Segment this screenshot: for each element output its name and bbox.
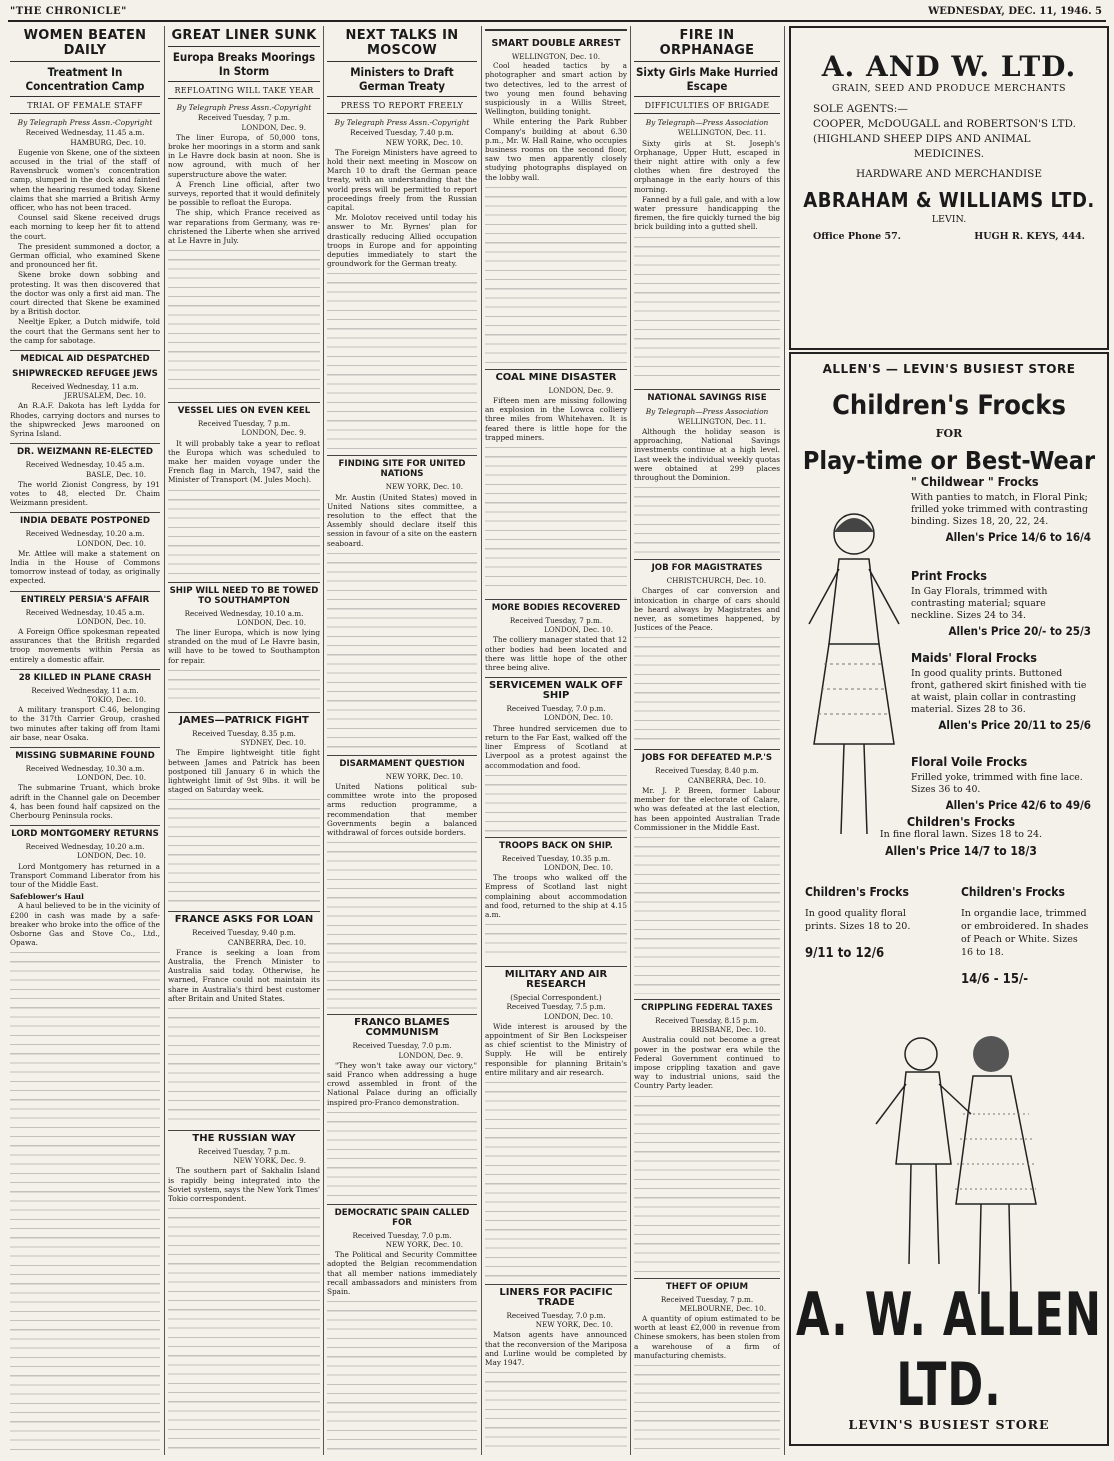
text-filler bbox=[634, 1362, 780, 1455]
ad-for: FOR bbox=[935, 427, 963, 440]
text-filler bbox=[168, 1205, 320, 1455]
dateline: NEW YORK, Dec. 10. bbox=[385, 1239, 463, 1249]
section-title: MORE BODIES RECOVERED bbox=[485, 599, 627, 613]
ad-item bbox=[911, 476, 1091, 543]
section-title: NATIONAL SAVINGS RISE bbox=[634, 389, 780, 403]
paragraph: Fifteen men are missing following an explosion in the Lowca colliery three miles from Whitehaven. It is feared there is little hope for the trapped miners. bbox=[485, 396, 627, 442]
received: Received Wednesday, 10.20 a.m. bbox=[25, 842, 145, 852]
text-filler bbox=[485, 1369, 627, 1455]
received: Received Tuesday, 7.0 p.m. bbox=[352, 1230, 452, 1240]
dateline: LONDON, Dec. 10. bbox=[543, 713, 613, 723]
dateline: LONDON, Dec. 10. bbox=[76, 538, 146, 548]
section-title: THEFT OF OPIUM bbox=[634, 1278, 780, 1292]
dateline: WELLINGTON, Dec. 11. bbox=[677, 416, 766, 426]
received: Received Tuesday, 8.40 p.m. bbox=[655, 766, 759, 776]
paragraph: The ship, which France received as war reparations from Germany, was re-christened the Liberte when she arrived at Le Havre in July. bbox=[168, 208, 320, 246]
dateline: CANBERRA, Dec. 10. bbox=[687, 775, 766, 785]
byline: By Telegraph—Press Association bbox=[645, 118, 769, 128]
ad-tagline: GRAIN, SEED AND PRODUCE MERCHANTS bbox=[832, 83, 1066, 94]
dateline: JERUSALEM, Dec. 10. bbox=[64, 391, 146, 401]
paragraph: Neeltje Epker, a Dutch midwife, told the court that the Germans sent her to the camp for sabotage. bbox=[10, 317, 160, 345]
dateline: NEW YORK, Dec. 9. bbox=[233, 1156, 306, 1166]
section-title: VESSEL LIES ON EVEN KEEL bbox=[168, 402, 320, 416]
section-subtitle: SHIPWRECKED REFUGEE JEWS bbox=[12, 369, 158, 380]
dateline: CANBERRA, Dec. 10. bbox=[227, 937, 306, 947]
received: Received Tuesday, 7 p.m. bbox=[509, 616, 603, 626]
ad-a-and-w bbox=[789, 26, 1109, 350]
received: Received Tuesday, 7 p.m. bbox=[660, 1294, 754, 1304]
paragraph: The Foreign Ministers have agreed to hold their next meeting in Moscow on March 10 to draft the German peace treaty, with an understanding that the world press will be permitted to report proceedings freely from the Russian capital. bbox=[327, 147, 477, 213]
ad-item bbox=[911, 652, 1091, 731]
ad-item-price: Allen's Price 20/- to 25/3 bbox=[948, 624, 1091, 638]
section-title: THE RUSSIAN WAY bbox=[168, 1130, 320, 1144]
ad-item-title: " Childwear " Frocks bbox=[911, 474, 1039, 489]
byline: By Telegraph—Press Association bbox=[645, 406, 769, 416]
dateline: LONDON, Dec. 10. bbox=[543, 862, 613, 872]
paragraph: The Empire lightweight title fight between James and Patrick has been postponed till January 6 in which the lightweight limit of 9st 9lbs. it will be staged on Saturday week. bbox=[168, 748, 320, 795]
paragraph: Skene broke down sobbing and protesting. It was then discovered that the doctor was only a first aid man. The court directed that Skene be examined by a British doctor. bbox=[10, 270, 160, 317]
ad-agents-line: COOPER, McDOUGALL and ROBERTSON'S LTD. bbox=[813, 118, 1076, 130]
column-rule bbox=[630, 26, 631, 1455]
dateline: BASLE, Dec. 10. bbox=[85, 469, 146, 479]
ad-item-title: Floral Voile Frocks bbox=[911, 754, 1028, 769]
paragraph: Mr. J. P. Breen, former Labour member for the electorate of Calare, who was defeated at the last election, has been appointed Australian Trade Commissioner in the Middle East. bbox=[634, 785, 780, 832]
received: Received Wednesday, 10.30 a.m. bbox=[25, 763, 145, 773]
ad-item-desc: In organdie lace, trimmed or embroidered. In shades of Peach or White. Sizes 16 to 18. bbox=[961, 908, 1089, 958]
ad-agents-label: SOLE AGENTS:— bbox=[813, 103, 908, 115]
section-title: ENTIRELY PERSIA'S AFFAIR bbox=[10, 591, 160, 605]
ad-item-price: 14/6 - 15/- bbox=[961, 972, 1029, 987]
text-filler bbox=[485, 772, 627, 832]
received: Received Tuesday, 8.35 p.m. bbox=[192, 728, 296, 738]
dateline: BRISBANE, Dec. 10. bbox=[690, 1025, 766, 1035]
section-title: JOBS FOR DEFEATED M.P.'S bbox=[634, 749, 780, 763]
paragraph: Fanned by a full gale, and with a low water pressure handicapping the firemen, the fire quickly turned the big brick building into a gutted shell. bbox=[634, 194, 780, 232]
column-5 bbox=[634, 26, 780, 1455]
dateline: LONDON, Dec. 9. bbox=[548, 385, 613, 395]
section-title: FRANCO BLAMES COMMUNISM bbox=[327, 1014, 477, 1038]
section-title: SHIP WILL NEED TO BE TOWED TO SOUTHAMPTON bbox=[168, 582, 320, 606]
ad-item bbox=[831, 814, 1091, 858]
section-title: INDIA DEBATE POSTPONED bbox=[10, 512, 160, 526]
ad-item-title: Children's Frocks bbox=[906, 814, 1016, 829]
paragraph: Although the holiday season is approaching, National Savings investments continue at a high level. Last week the individual weekly quotas were obtained at 299 places throughout the Dominion. bbox=[634, 427, 780, 483]
received: Received Tuesday, 7 p.m. bbox=[197, 419, 291, 429]
ad-item bbox=[961, 886, 1091, 986]
text-filler bbox=[485, 184, 627, 364]
ad-town: LEVIN. bbox=[931, 214, 967, 225]
ad-item-title: Children's Frocks bbox=[961, 885, 1065, 899]
column-rule bbox=[784, 26, 785, 1455]
paragraph: The troops who walked off the Empress of Scotland last night complaining about accommodation and food, returned to the ship at 4.15 a.m. bbox=[485, 873, 627, 919]
ad-item-price: Allen's Price 42/6 to 49/6 bbox=[945, 798, 1091, 812]
paragraph: France is seeking a loan from Australia, the French Minister to Australia said today. Otherwise, he warned, France could not maintain its share in Australia's third best customer after Britain and United States. bbox=[168, 947, 320, 1003]
text-filler bbox=[168, 1005, 320, 1125]
ad-store-name: A. W. ALLEN LTD. bbox=[795, 1280, 1102, 1420]
text-filler bbox=[168, 247, 320, 397]
paragraph: The world Zionist Congress, by 191 votes to 48, elected Dr. Chaim Weizmann president. bbox=[10, 479, 160, 508]
dateline: MELBOURNE, Dec. 10. bbox=[679, 1303, 766, 1313]
ad-agents-line: MEDICINES. bbox=[913, 148, 985, 160]
dateline: LONDON, Dec. 10. bbox=[543, 1011, 613, 1021]
ad-item-desc: In good quality floral prints. Sizes 18 to 20. bbox=[805, 908, 911, 932]
ad-merch: HARDWARE AND MERCHANDISE bbox=[855, 168, 1043, 180]
column-rule bbox=[323, 26, 324, 1455]
section-title: FINDING SITE FOR UNITED NATIONS bbox=[327, 455, 477, 479]
text-filler bbox=[168, 796, 320, 906]
section-title: DEMOCRATIC SPAIN CALLED FOR bbox=[327, 1204, 477, 1228]
text-filler bbox=[634, 634, 780, 744]
ad-item-desc: With panties to match, in Floral Pink; frilled yoke trimmed with contrasting binding. Sizes 18, 20, 22, 24. bbox=[911, 492, 1088, 527]
dateline: HAMBURG, Dec. 10. bbox=[70, 137, 146, 147]
dateline: NEW YORK, Dec. 10. bbox=[385, 482, 463, 492]
ad-store-tag: LEVIN'S BUSIEST STORE bbox=[848, 1417, 1050, 1432]
paragraph: A military transport C.46, belonging to the 317th Carrier Group, crashed two minutes after taking off from Itami air base, near Osaka. bbox=[10, 705, 160, 742]
section-title: DISARMAMENT QUESTION bbox=[327, 755, 477, 769]
special-correspondent: (Special Correspondent.) bbox=[510, 993, 602, 1003]
subhead: Ministers to Draft German Treaty bbox=[350, 65, 454, 93]
received: Received Tuesday, 10.35 p.m. bbox=[501, 853, 611, 863]
text-filler bbox=[327, 1298, 477, 1455]
section-title: 28 KILLED IN PLANE CRASH bbox=[10, 669, 160, 683]
section-title: LORD MONTGOMERY RETURNS bbox=[10, 825, 160, 839]
date-page: WEDNESDAY, DEC. 11, 1946. 5 bbox=[928, 6, 1102, 17]
kicker: TRIAL OF FEMALE STAFF bbox=[27, 101, 143, 110]
paragraph: A haul believed to be in the vicinity of £200 in cash was made by a safe-breaker who broke into the office of the Osborne Gas and Stove Co., Ltd., Opawa. bbox=[10, 901, 160, 948]
text-filler bbox=[485, 444, 627, 594]
ad-item-title: Children's Frocks bbox=[805, 885, 909, 899]
headline: FIRE IN ORPHANAGE bbox=[659, 28, 755, 58]
paragraph: The liner Europa, of 50,000 tons, broke her moorings in a storm and sank in Le Havre dock basin at noon. She is now aground, with much of her superstructure above the water. bbox=[168, 132, 320, 179]
paragraph: United Nations political sub-committee wrote into the proposed arms reduction programme, a recommendation that member Governments begin a balanced withdrawal of forces outside borders. bbox=[327, 782, 477, 838]
paragraph: An R.A.F. Dakota has left Lydda for Rhodes, carrying doctors and nurses to the shipwrecked Jews marooned on Syrina Island. bbox=[10, 401, 160, 439]
text-filler bbox=[10, 949, 160, 1455]
ad-brand: A. AND W. LTD. bbox=[821, 50, 1077, 83]
byline: By Telegraph Press Assn.-Copyright bbox=[17, 118, 153, 128]
ad-item-price: 9/11 to 12/6 bbox=[805, 946, 885, 961]
received: Received Wednesday, 11.45 a.m. bbox=[25, 128, 145, 138]
dateline: LONDON, Dec. 10. bbox=[76, 616, 146, 626]
paragraph: Charges of car conversion and intoxication in charge of cars should be heard always by Magistrates and never, as sometimes happened, by Justices of the Peace. bbox=[634, 586, 780, 633]
dateline: LONDON, Dec. 10. bbox=[76, 851, 146, 861]
paragraph: Mr. Austin (United States) moved in United Nations sites committee, a resolution to the effect that the Assembly should declare itself this session in favour of a site on the eastern seaboard. bbox=[327, 492, 477, 548]
ad-agents-line: (HIGHLAND SHEEP DIPS AND ANIMAL bbox=[813, 133, 1031, 145]
paragraph: Three hundred servicemen due to return to the Far East, walked off the liner Empress of Scotland at Liverpool as a protest against the accommodation and food. bbox=[485, 723, 627, 770]
column-1 bbox=[10, 26, 160, 1455]
column-2 bbox=[168, 26, 320, 1455]
received: Received Tuesday, 8.15 p.m. bbox=[655, 1015, 759, 1025]
headline: WOMEN BEATEN DAILY bbox=[23, 28, 147, 58]
received: Received Wednesday, 10.45 a.m. bbox=[25, 460, 145, 470]
ad-item-desc: Frilled yoke, trimmed with fine lace. Sizes 36 to 40. bbox=[911, 772, 1083, 795]
text-filler bbox=[327, 1109, 477, 1199]
subhead: Sixty Girls Make Hurried Escape bbox=[635, 65, 779, 93]
section-title: DR. WEIZMANN RE-ELECTED bbox=[10, 443, 160, 457]
paragraph: Eugenie von Skene, one of the sixteen accused in the trial of the staff of Ravensbruck women's concentration camp, slumped in the dock and fainted when the hearing resumed today. Skene claims that she married a British Army officer, who has not been traced. bbox=[10, 147, 160, 213]
ad-item-desc: In fine floral lawn. Sizes 18 to 24. bbox=[879, 829, 1043, 840]
masthead bbox=[0, 0, 1114, 22]
paragraph: The colliery manager stated that 12 other bodies had been located and there was little hope of the other three being alive. bbox=[485, 635, 627, 673]
subhead: Europa Breaks Moorings In Storm bbox=[172, 50, 316, 78]
text-filler bbox=[634, 484, 780, 554]
text-filler bbox=[485, 921, 627, 961]
dateline: WELLINGTON, Dec. 10. bbox=[511, 52, 601, 61]
dateline: NEW YORK, Dec. 10. bbox=[385, 771, 463, 781]
text-filler bbox=[327, 839, 477, 1009]
dateline: LONDON, Dec. 10. bbox=[543, 625, 613, 635]
ad-store-header: ALLEN'S — LEVIN'S BUSIEST STORE bbox=[822, 362, 1076, 376]
section-title: SERVICEMEN WALK OFF SHIP bbox=[485, 677, 627, 701]
text-filler bbox=[168, 667, 320, 707]
ad-item-desc: In good quality prints. Buttoned front, gathered skirt finished with tie at waist, plain collar in contrasting material. Sizes 28 to 36. bbox=[911, 668, 1087, 715]
paragraph: A quantity of opium estimated to be worth at least £2,000 in revenue from Chinese smokers, has been stolen from a warehouse of a firm of manufacturing chemists. bbox=[634, 1313, 780, 1360]
section-title: MISSING SUBMARINE FOUND bbox=[10, 747, 160, 761]
text-filler bbox=[485, 1079, 627, 1279]
text-filler bbox=[634, 234, 780, 384]
text-filler bbox=[327, 270, 477, 450]
received: Received Tuesday, 7.0 p.m. bbox=[352, 1041, 452, 1051]
text-filler bbox=[634, 1093, 780, 1273]
paragraph: The submarine Truant, which broke adrift in the Channel gale on December 4, has been found half capsized on the Cherbourg Peninsula rocks. bbox=[10, 783, 160, 820]
dateline: LONDON, Dec. 10. bbox=[236, 617, 306, 627]
received: Received Tuesday, 7.0 p.m. bbox=[506, 1310, 606, 1320]
paragraph: Australia could not become a great power in the postwar era while the Federal Government continued to impose crippling taxation and gave way to industrial unions, said the Country Party leader. bbox=[634, 1035, 780, 1091]
ad-office-phone: Office Phone 57. bbox=[813, 231, 901, 242]
paragraph: The Political and Security Committee adopted the Belgian recommendation that all member nations immediately recall ambassadors and ministers from Spain. bbox=[327, 1250, 477, 1296]
children-illustration bbox=[851, 1014, 1051, 1314]
received: Received Tuesday, 7 p.m. bbox=[197, 113, 291, 123]
column-4 bbox=[485, 26, 627, 1455]
column-3 bbox=[327, 26, 477, 1455]
section-title: MEDICAL AID DESPATCHED bbox=[10, 350, 160, 364]
received: Received Wednesday, 11 a.m. bbox=[31, 382, 139, 392]
received: Received Wednesday, 10.20 a.m. bbox=[25, 529, 145, 539]
paragraph: The president summoned a doctor, a German official, who examined Skene and pronounced her fit. bbox=[10, 241, 160, 270]
masthead-rule bbox=[8, 20, 1106, 22]
paragraph: A Foreign Office spokesman repeated assurances that the British regarded troop movements within Persia as entirely a domestic affair. bbox=[10, 626, 160, 664]
ad-item-price: Allen's Price 14/6 to 16/4 bbox=[945, 530, 1091, 544]
paragraph: Sixty girls at St. Joseph's Orphanage, Upper Hutt, escaped in their night attire with only a few clothes when fire destroyed the orphanage in the early hours of this morning. bbox=[634, 138, 780, 194]
section-title: CRIPPLING FEDERAL TAXES bbox=[634, 999, 780, 1013]
paper-name: "THE CHRONICLE" bbox=[10, 6, 127, 17]
paragraph: The southern part of Sakhalin Island is rapidly being integrated into the Soviet system, says the New York Times' Tokio correspondent. bbox=[168, 1166, 320, 1203]
section-title: FRANCE ASKS FOR LOAN bbox=[168, 911, 320, 925]
received: Received Wednesday, 10.10 a.m. bbox=[184, 608, 304, 618]
ad-item bbox=[911, 756, 1091, 811]
section-title: Safeblower's Haul bbox=[10, 892, 84, 902]
ad-title: Children's Frocks bbox=[832, 390, 1066, 421]
dateline: LONDON, Dec. 9. bbox=[398, 1050, 463, 1060]
ad-item-desc: In Gay Florals, trimmed with contrasting material; square neckline. Sizes 24 to 34. bbox=[911, 586, 1048, 621]
byline: By Telegraph Press Assn.-Copyright bbox=[334, 118, 470, 128]
dateline: LONDON, Dec. 9. bbox=[241, 428, 306, 438]
ad-company: ABRAHAM & WILLIAMS LTD. bbox=[803, 188, 1095, 212]
dateline: NEW YORK, Dec. 10. bbox=[385, 137, 463, 147]
paragraph: "They won't take away our victory," said Franco when addressing a huge crowd assembled in front of the National Palace during an officially inspired pro-Franco demonstration. bbox=[327, 1060, 477, 1107]
paragraph: Matson agents have announced that the reconversion of the Mariposa and Lurline would be completed by May 1947. bbox=[485, 1330, 627, 1367]
paragraph: While entering the Park Rubber Company's building at about 6.30 p.m., Mr. W. Hall Raine, who occupies business rooms on the second floor, saw two men apparently closely studying photographs displayed on the lobby wall. bbox=[485, 117, 627, 182]
ad-item bbox=[911, 570, 1091, 637]
dateline: LONDON, Dec. 9. bbox=[241, 122, 306, 132]
subhead: Treatment In Concentration Camp bbox=[25, 65, 145, 93]
ad-item bbox=[805, 886, 935, 960]
headline: SMART DOUBLE ARREST bbox=[491, 38, 621, 49]
received: Received Wednesday, 10.45 a.m. bbox=[25, 607, 145, 617]
ad-item-title: Print Frocks bbox=[911, 568, 987, 583]
ad-item-title: Maids' Floral Frocks bbox=[911, 650, 1037, 665]
paragraph: Cool headed tactics by a photographer and smart action by two detectives, led to the arrest of two young men found behaving suspiciously in a Willis Street, Wellington, building tonight. bbox=[485, 61, 627, 117]
column-rule bbox=[481, 26, 482, 1455]
headline: NEXT TALKS IN MOSCOW bbox=[345, 28, 459, 58]
section-title: COAL MINE DISASTER bbox=[485, 369, 627, 383]
received: Received Tuesday, 9.40 p.m. bbox=[192, 928, 296, 938]
paragraph: Lord Montgomery has returned in a Transport Command Liberator from his tour of the Middle East. bbox=[10, 861, 160, 889]
received: Received Tuesday, 7.5 p.m. bbox=[506, 1002, 606, 1012]
dateline: LONDON, Dec. 10. bbox=[76, 773, 146, 783]
kicker: REFLOATING WILL TAKE YEAR bbox=[174, 86, 314, 95]
paragraph: Mr. Attlee will make a statement on India in the House of Commons tomorrow instead of today, as originally expected. bbox=[10, 548, 160, 586]
section-title: JAMES—PATRICK FIGHT bbox=[168, 712, 320, 726]
paragraph: Wide interest is aroused by the appointment of Sir Ben Lockspeiser as chief scientist to the Ministry of Supply. He will be entirely responsible for planning Britain's entire military and air research. bbox=[485, 1021, 627, 1077]
ad-contact: HUGH R. KEYS, 444. bbox=[974, 231, 1085, 242]
dateline: WELLINGTON, Dec. 11. bbox=[677, 128, 766, 138]
paragraph: Mr. Molotov received until today his answer to Mr. Byrnes' plan for drastically reducing Allied occupation troops in Europe and for appointing deputies immediately to start the groundwork for the German treaty. bbox=[327, 213, 477, 269]
ad-item-price: Allen's Price 20/11 to 25/6 bbox=[938, 718, 1091, 732]
ad-title-2: Play-time or Best-Wear bbox=[802, 446, 1096, 475]
dateline: CHRISTCHURCH, Dec. 10. bbox=[666, 576, 766, 586]
received: Received Tuesday, 7.40 p.m. bbox=[350, 128, 454, 138]
section-title: JOB FOR MAGISTRATES bbox=[634, 559, 780, 573]
byline: By Telegraph Press Assn.-Copyright bbox=[176, 103, 312, 113]
kicker: PRESS TO REPORT FREELY bbox=[340, 101, 464, 110]
ad-allens bbox=[789, 352, 1109, 1446]
text-filler bbox=[168, 487, 320, 577]
section-title: MILITARY AND AIR RESEARCH bbox=[485, 966, 627, 990]
paragraph: It will probably take a year to refloat the Europa which was scheduled to make her maiden voyage under the French flag in March, 1947, said the Minister of Transport (M. Jules Moch). bbox=[168, 438, 320, 485]
text-filler bbox=[327, 550, 477, 750]
dateline: NEW YORK, Dec. 10. bbox=[535, 1320, 613, 1330]
paragraph: The liner Europa, which is now lying stranded on the mud of Le Havre basin, will have to be towed to Southampton for repair. bbox=[168, 628, 320, 665]
kicker: DIFFICULTIES OF BRIGADE bbox=[644, 101, 770, 110]
paragraph: Counsel said Skene received drugs each morning to keep her fit to attend the court. bbox=[10, 213, 160, 241]
column-rule bbox=[164, 26, 165, 1455]
dateline: TOKIO, Dec. 10. bbox=[87, 694, 146, 704]
dateline: SYDNEY, Dec. 10. bbox=[240, 738, 306, 748]
section-title: LINERS FOR PACIFIC TRADE bbox=[485, 1284, 627, 1308]
received: Received Tuesday, 7.0 p.m. bbox=[506, 704, 606, 714]
headline: GREAT LINER SUNK bbox=[171, 28, 317, 43]
received: Received Wednesday, 11 a.m. bbox=[31, 685, 139, 695]
section-title: TROOPS BACK ON SHIP. bbox=[485, 837, 627, 851]
received: Received Tuesday, 7 p.m. bbox=[197, 1146, 291, 1156]
text-filler bbox=[634, 834, 780, 994]
ad-item-price: Allen's Price 14/7 to 18/3 bbox=[885, 844, 1037, 858]
paragraph: A French Line official, after two surveys, reported that it would definitely be possible to refloat the Europa. bbox=[168, 179, 320, 208]
